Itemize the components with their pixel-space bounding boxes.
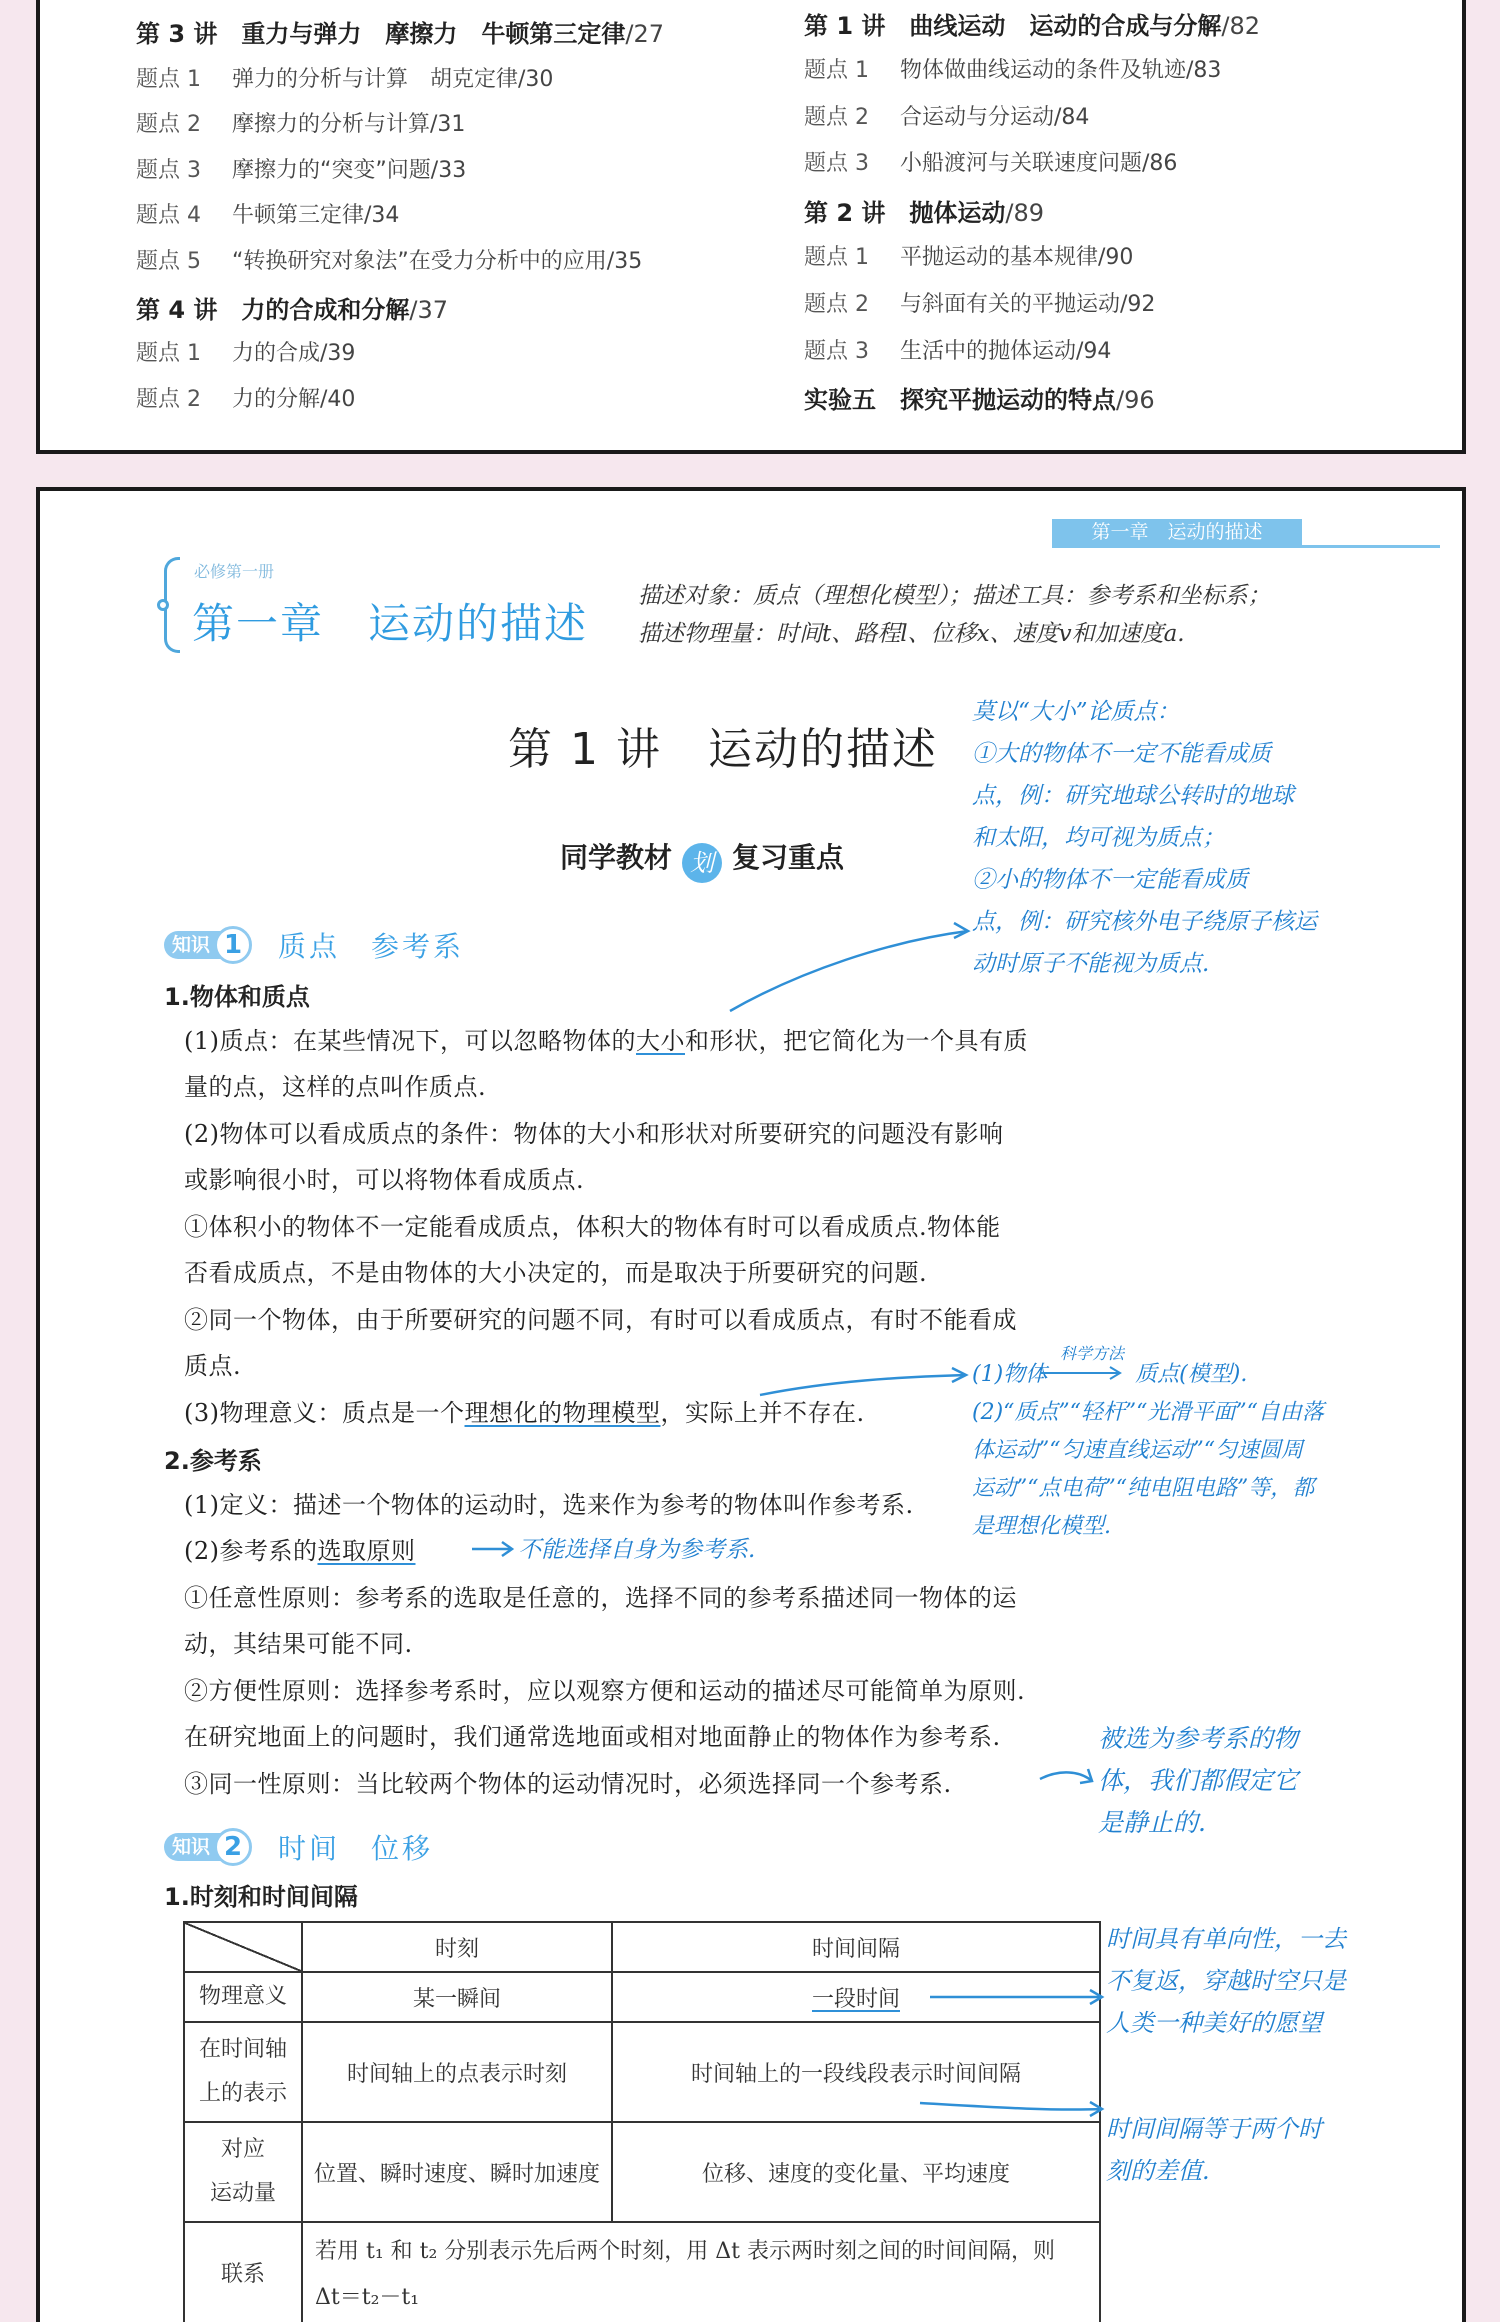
handwritten-note: 运动”“点电荷”“纯电阻电路”等，都: [972, 1476, 1315, 1501]
knowledge-number: 2: [214, 1828, 252, 1866]
toc-entry[interactable]: [804, 53, 1221, 84]
toc-topic-label: 题点 1: [136, 341, 201, 366]
knowledge-pill: 知识: [164, 931, 244, 959]
toc-page-number: /30: [518, 67, 554, 92]
handwritten-note: ②小的物体不一定能看成质: [972, 867, 1248, 893]
toc-topic-label: 题点 2: [804, 105, 869, 130]
body-text-line: ②同一个物体，由于所要研究的问题不同，有时可以看成质点，有时不能看成: [184, 1306, 1017, 1334]
arrow-model: [760, 1375, 966, 1395]
toc-entry[interactable]: [804, 287, 1155, 318]
body-text-line: 或影响很小时，可以将物体看成质点.: [184, 1166, 585, 1194]
toc-entry[interactable]: [804, 146, 1177, 177]
body-text-line: (1)定义：描述一个物体的运动时，选来作为参考的物体叫作参考系.: [184, 1491, 914, 1519]
table-cell: 位置、瞬时速度、瞬时加速度: [302, 2122, 612, 2222]
subsection-heading: 2.参考系: [164, 1447, 262, 1475]
table-row: [184, 1972, 1100, 2022]
review-left-text: 同学教材: [560, 841, 673, 874]
toc-page-number: /31: [430, 112, 466, 137]
toc-lecture-number: 第 3 讲: [136, 20, 218, 48]
body-text-line: ②方便性原则：选择参考系时，应以观察方便和运动的描述尽可能简单为原则.: [184, 1677, 1026, 1705]
handwritten-note: 和太阳，均可视为质点；: [972, 825, 1225, 851]
toc-page-number: /96: [1116, 386, 1155, 414]
knowledge-number: 1: [214, 926, 252, 964]
review-circle-icon: 划: [682, 843, 722, 883]
row-label-line: 在时间轴: [198, 2037, 287, 2062]
toc-page-number: /35: [606, 249, 643, 274]
toc-title: “转换研究对象法”在受力分析中的应用: [232, 249, 607, 274]
toc-title: 平抛运动的基本规律: [900, 245, 1099, 270]
review-right-text: 复习重点: [732, 841, 845, 874]
knowledge-title: 质点 参考系: [278, 930, 465, 963]
toc-entry[interactable]: [136, 244, 642, 275]
table-cell: 时间轴上的点表示时刻: [302, 2022, 612, 2122]
toc-entry[interactable]: [804, 100, 1089, 131]
table-row: [184, 2022, 1100, 2122]
body-text-line: ①任意性原则：参考系的选取是任意的，选择不同的参考系描述同一物体的运: [184, 1584, 1017, 1612]
toc-page-number: /39: [320, 341, 356, 366]
handwritten-chapter-note: 描述物理量：时间t、路程l、位移x、速度v和加速度a.: [638, 621, 1185, 647]
underlined-term: 选取原则: [317, 1537, 416, 1565]
row-label-line: 运动量: [209, 2181, 276, 2206]
handwritten-note: 动时原子不能视为质点.: [972, 951, 1210, 977]
toc-page-number: /89: [1005, 199, 1045, 227]
toc-topic-label: 题点 4: [136, 203, 201, 228]
table-header: 时刻: [302, 1922, 612, 1972]
handwritten-chapter-note: 描述对象：质点（理想化模型）；描述工具：参考系和坐标系；: [638, 583, 1271, 609]
knowledge-pill: 知识: [164, 1833, 244, 1861]
text-span: 和形状，把它简化为一个具有质: [685, 1027, 1028, 1055]
table-cell: 时间轴上的一段线段表示时间间隔: [612, 2022, 1100, 2122]
body-text-line: [184, 1531, 416, 1566]
book-label: 必修第一册: [194, 562, 275, 581]
toc-topic-label: 题点 1: [136, 67, 201, 92]
row-label: [184, 2122, 302, 2222]
arrowhead: [954, 923, 968, 938]
underlined-term: 理想化的物理模型: [464, 1399, 661, 1427]
toc-entry[interactable]: [136, 14, 664, 49]
toc-title: 重力与弹力 摩擦力 牛顿第三定律: [241, 20, 626, 48]
handwritten-note: 刻的差值.: [1106, 2157, 1210, 2185]
toc-title: 力的合成和分解: [241, 296, 410, 324]
handwritten-note: 体运动”“匀速直线运动”“匀速圆周: [972, 1438, 1303, 1463]
formula: Δt＝t₂－t₁: [315, 2285, 420, 2310]
handwritten-note: 莫以“大小”论质点：: [972, 699, 1180, 725]
handwritten-note: 被选为参考系的物: [1098, 1724, 1299, 1753]
knowledge-badge-2: [164, 1827, 434, 1865]
toc-page-number: /33: [430, 158, 467, 183]
body-text-line: ③同一性原则：当比较两个物体的运动情况时，必须选择同一个参考系.: [184, 1770, 952, 1798]
handwritten-note: 人类一种美好的愿望: [1106, 2009, 1322, 2037]
handwritten-note: (1)物体 质点(模型).: [972, 1362, 1248, 1387]
body-text-line: ①体积小的物体不一定能看成质点，体积大的物体有时可以看成质点.物体能: [184, 1213, 1001, 1241]
handwritten-note: 时间具有单向性，一去: [1106, 1925, 1346, 1953]
handwritten-note: 不能选择自身为参考系.: [518, 1537, 756, 1563]
row-label-line: 对应: [220, 2137, 265, 2162]
underlined-term: 一段时间: [811, 1986, 900, 2012]
toc-title: 合运动与分运动: [900, 105, 1055, 130]
toc-entry[interactable]: [136, 153, 466, 184]
toc-entry[interactable]: [136, 336, 355, 367]
toc-entry[interactable]: [136, 382, 355, 413]
toc-entry[interactable]: [804, 6, 1260, 41]
toc-title: 力的分解: [232, 387, 321, 412]
handwritten-note: 科学方法: [1060, 1344, 1125, 1363]
handwritten-note: 是理想化模型.: [972, 1514, 1111, 1539]
toc-title: 探究平抛运动的特点: [900, 386, 1116, 414]
toc-title: 小船渡河与关联速度问题: [900, 151, 1143, 176]
toc-lecture-number: 第 4 讲: [136, 296, 218, 324]
arrowhead: [502, 1542, 512, 1556]
toc-entry[interactable]: [804, 193, 1044, 228]
toc-title: 生活中的抛体运动: [900, 339, 1077, 364]
table-corner-cell: [184, 1922, 302, 1972]
body-text-line: (2)物体可以看成质点的条件：物体的大小和形状对所要研究的问题没有影响: [184, 1120, 1004, 1148]
toc-topic-label: 题点 3: [804, 339, 869, 364]
toc-page-number: /90: [1098, 245, 1134, 270]
handwritten-note: 体，我们都假定它: [1098, 1766, 1299, 1795]
knowledge-badge-1: [164, 925, 465, 963]
toc-page-number: /94: [1076, 339, 1112, 364]
toc-page-number: /27: [625, 20, 665, 48]
body-text-line: [184, 1393, 865, 1428]
toc-title: 曲线运动 运动的合成与分解: [909, 12, 1222, 40]
body-text-line: 动，其结果可能不同.: [184, 1630, 413, 1658]
table-text-line: 若用 t₁ 和 t₂ 分别表示先后两个时刻，用 Δt 表示两时刻之间的时间间隔，则: [315, 2239, 1056, 2264]
row-label: [184, 2022, 302, 2122]
table-cell: [612, 1972, 1100, 2022]
body-text-line: 量的点，这样的点叫作质点.: [184, 1073, 487, 1101]
toc-page-number: /40: [320, 387, 356, 412]
toc-page-number: /82: [1221, 12, 1261, 40]
handwritten-note: (2)“质点”“轻杆”“光滑平面”“自由落: [972, 1400, 1324, 1425]
toc-page: [36, 0, 1466, 454]
toc-topic-label: 题点 2: [136, 387, 201, 412]
toc-title: 与斜面有关的平抛运动: [900, 292, 1121, 317]
row-label: 联系: [184, 2222, 302, 2322]
toc-page-number: /83: [1186, 58, 1222, 83]
toc-entry[interactable]: [136, 198, 399, 229]
toc-lecture-number: 第 2 讲: [804, 199, 886, 227]
toc-lecture-number: 实验五: [804, 386, 876, 414]
brace-dot: [157, 599, 169, 611]
arrowhead: [952, 1368, 966, 1382]
toc-title: 牛顿第三定律: [232, 203, 365, 228]
toc-topic-label: 题点 2: [804, 292, 869, 317]
table-cell: [302, 2222, 1100, 2322]
toc-page-number: /34: [364, 203, 400, 228]
toc-entry[interactable]: [136, 107, 465, 138]
lecture-title: 第 1 讲 运动的描述: [508, 724, 938, 775]
arrow-mass-point: [730, 931, 968, 1011]
text-span: (2)参考系的: [184, 1537, 318, 1565]
handwritten-note: 是静止的.: [1098, 1808, 1206, 1837]
handwritten-note: 点，例：研究核外电子绕原子核运: [972, 909, 1317, 935]
handwritten-note: 点，例：研究地球公转时的地球: [972, 783, 1294, 809]
arrow-reference: [1040, 1772, 1092, 1781]
row-label: 物理意义: [184, 1972, 302, 2022]
toc-topic-label: 题点 3: [136, 158, 201, 183]
body-text-line: 质点.: [184, 1352, 242, 1380]
handwritten-note: 时间间隔等于两个时: [1106, 2115, 1322, 2143]
toc-entry[interactable]: [804, 334, 1111, 365]
text-span: ，实际上并不存在.: [660, 1399, 865, 1427]
time-comparison-table: [183, 1921, 1101, 2322]
toc-entry[interactable]: [136, 62, 553, 93]
toc-topic-label: 题点 2: [136, 112, 201, 137]
toc-entry[interactable]: [804, 240, 1133, 271]
toc-title: 抛体运动: [909, 199, 1006, 227]
table-row: [184, 2122, 1100, 2222]
table-cell: 某一瞬间: [302, 1972, 612, 2022]
toc-title: 摩擦力的“突变”问题: [232, 158, 431, 183]
toc-page-number: /86: [1142, 151, 1178, 176]
body-text-line: 在研究地面上的问题时，我们通常选地面或相对地面静止的物体作为参考系.: [184, 1723, 1001, 1751]
toc-title: 力的合成: [232, 341, 321, 366]
table-header: 时间间隔: [612, 1922, 1100, 1972]
toc-page-number: /92: [1120, 292, 1156, 317]
review-banner: [560, 836, 844, 876]
running-header: 第一章 运动的描述: [1052, 519, 1302, 545]
toc-title: 物体做曲线运动的条件及轨迹: [900, 58, 1187, 83]
subsection-heading: 1.时刻和时间间隔: [164, 1883, 358, 1911]
text-span: (3)物理意义：质点是一个: [184, 1399, 465, 1427]
knowledge-title: 时间 位移: [278, 1832, 434, 1865]
text-span: (1)质点：在某些情况下，可以忽略物体的: [184, 1027, 636, 1055]
underlined-term: 大小: [636, 1027, 685, 1055]
arrowhead: [1080, 1769, 1092, 1783]
subsection-heading: 1.物体和质点: [164, 983, 310, 1011]
toc-title: 弹力的分析与计算 胡克定律: [232, 67, 519, 92]
toc-topic-label: 题点 1: [804, 245, 869, 270]
toc-entry[interactable]: [804, 380, 1155, 415]
header-rule: [1052, 545, 1440, 548]
toc-topic-label: 题点 5: [136, 249, 201, 274]
toc-topic-label: 题点 1: [804, 58, 869, 83]
chapter-title: 第一章 运动的描述: [192, 599, 589, 648]
toc-page-number: /37: [409, 296, 449, 324]
table-cell: 位移、速度的变化量、平均速度: [612, 2122, 1100, 2222]
handwritten-note: 不复返，穿越时空只是: [1106, 1967, 1346, 1995]
toc-lecture-number: 第 1 讲: [804, 12, 886, 40]
handwritten-note: ①大的物体不一定不能看成质: [972, 741, 1271, 767]
row-label-line: 上的表示: [198, 2081, 287, 2106]
toc-topic-label: 题点 3: [804, 151, 869, 176]
body-text-line: 否看成质点，不是由物体的大小决定的，而是取决于所要研究的问题.: [184, 1259, 928, 1287]
table-row: [184, 2222, 1100, 2322]
toc-page-number: /84: [1054, 105, 1090, 130]
toc-entry[interactable]: [136, 290, 448, 325]
chapter-page: [36, 487, 1466, 2322]
body-text-line: [184, 1021, 1028, 1056]
toc-title: 摩擦力的分析与计算: [232, 112, 431, 137]
